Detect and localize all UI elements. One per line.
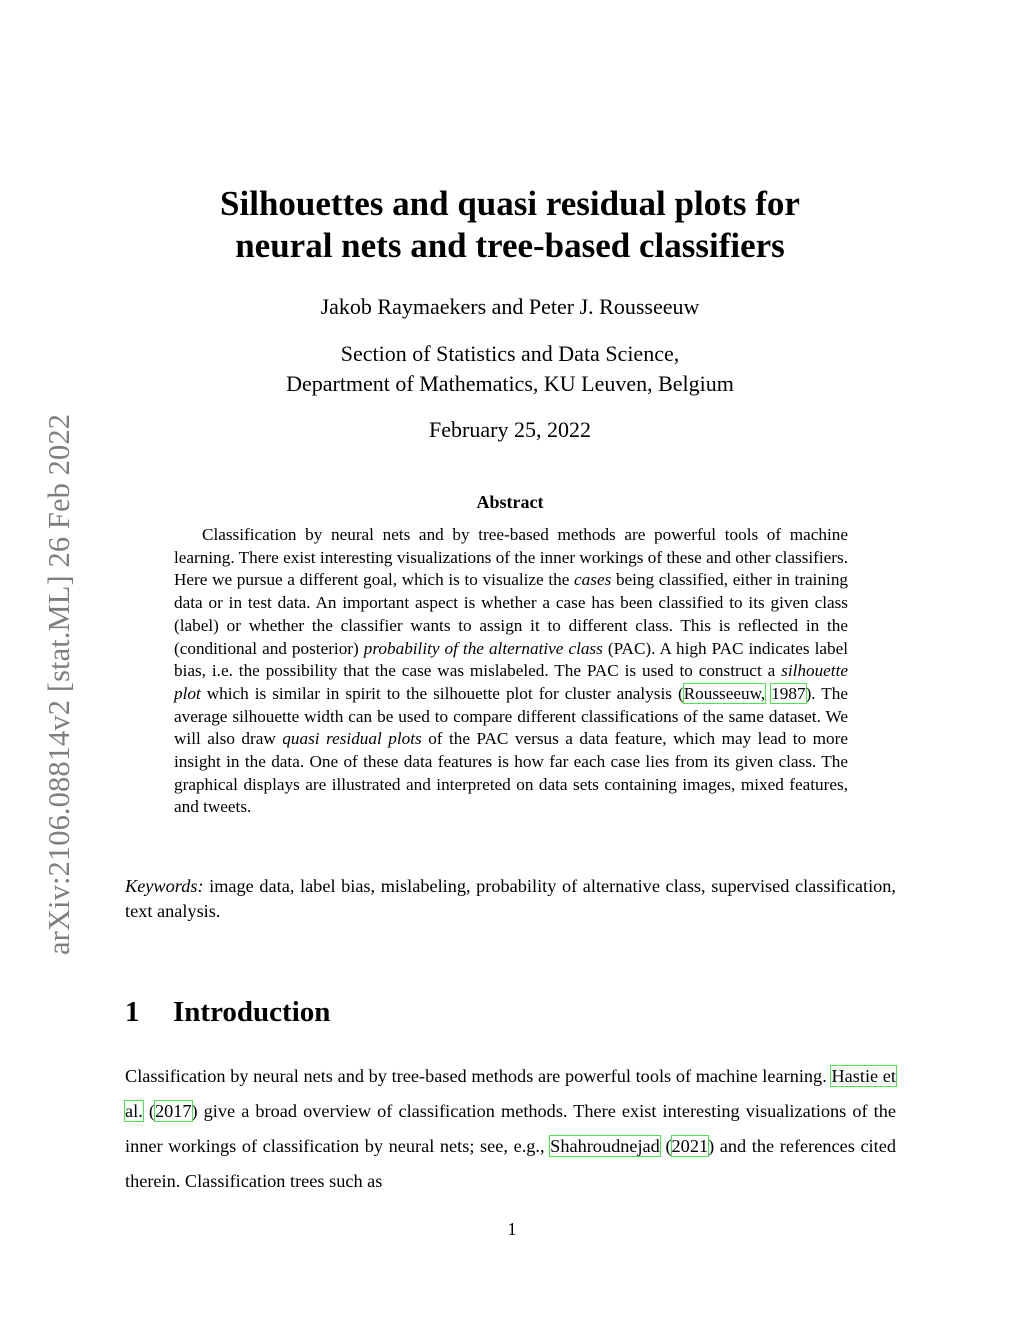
affiliation-line-2: Department of Mathematics, KU Leuven, Belgium — [286, 371, 734, 396]
section-number: 1 — [125, 996, 140, 1028]
publication-date: February 25, 2022 — [429, 417, 591, 442]
abstract-emph-cases: cases — [574, 570, 612, 590]
intro-text-2: ( — [142, 1101, 155, 1121]
abstract-text-3: (PAC). A high PAC indicates label bias, i.e. the possibility that the case was mislabeled. The PAC is used to construct a — [174, 638, 848, 681]
citation-link-shahroudnejad-year[interactable]: 2021 — [671, 1136, 709, 1156]
abstract-text-1: Classification by neural nets and by tree-based methods are powerful tools of machine learning. There exist interesting visualizations of the inner workings of these and other classifiers. Here we pursue a different goal, which is to visualize the — [174, 525, 848, 590]
abstract-emph-quasi-residual: quasi residual plots — [282, 729, 422, 749]
citation-link-hastie[interactable]: Hastie et al. — [125, 1066, 896, 1121]
abstract-emph-silhouette-plot: silhouette plot — [174, 661, 848, 703]
introduction-paragraph — [125, 1059, 896, 1199]
intro-text-1: Classification by neural nets and by tree-based methods are powerful tools of machine learning. — [125, 1066, 832, 1086]
abstract-text-5: ). The average silhouette width can be used to compare different classifications of the same dataset. We will also draw — [174, 683, 849, 749]
authors: Jakob Raymaekers and Peter J. Rousseeuw — [320, 294, 700, 319]
title-line-1: Silhouettes and quasi residual plots for — [220, 184, 800, 223]
abstract-body — [174, 524, 848, 819]
abstract-emph-pac: probability of the alternative class — [363, 638, 603, 658]
citation-link-shahroudnejad[interactable]: Shahroudnejad — [550, 1136, 660, 1156]
citation-link-rousseeuw[interactable]: Rousseeuw, — [683, 683, 766, 703]
paper-title — [100, 183, 920, 267]
affiliation — [100, 339, 920, 399]
intro-text-4: ( — [659, 1136, 672, 1156]
keywords — [125, 874, 896, 923]
section-heading — [125, 996, 330, 1029]
keywords-text: image data, label bias, mislabeling, probability of alternative class, supervised classification, text analysis. — [125, 876, 896, 921]
page-number: 1 — [507, 1219, 517, 1239]
abstract-heading: Abstract — [476, 492, 544, 512]
intro-text-3: ) give a broad overview of classification methods. There exist interesting visualizations of the inner workings of classification by neural nets; see, e.g., — [125, 1101, 896, 1156]
section-title: Introduction — [173, 996, 331, 1028]
intro-text-5: ) and the references cited therein. Classification trees such as — [125, 1136, 896, 1191]
title-line-2: neural nets and tree-based classifiers — [235, 226, 785, 265]
abstract-text-2: being classified, either in training data or in test data. An important aspect is whether a case has been classified to its given class (label) or whether the classifier wants to assign it to different class. This is reflected in the (conditional and posterior) — [174, 570, 849, 658]
abstract-text-6: of the PAC versus a data feature, which may lead to more insight in the data. One of these data features is how far each case lies from its given class. The graphical displays are illustrated and interpreted on data sets containing images, mixed features, and tweets. — [174, 729, 848, 817]
keywords-label: Keywords: — [125, 876, 204, 896]
arxiv-identifier: arXiv:2106.08814v2 [stat.ML] 26 Feb 2022 — [42, 413, 76, 955]
abstract-text-4: which is similar in spirit to the silhouette plot for cluster analysis ( — [200, 683, 684, 703]
citation-link-rousseeuw-year[interactable]: 1987 — [771, 683, 806, 703]
citation-link-hastie-year[interactable]: 2017 — [154, 1101, 192, 1121]
affiliation-line-1: Section of Statistics and Data Science, — [340, 341, 680, 366]
